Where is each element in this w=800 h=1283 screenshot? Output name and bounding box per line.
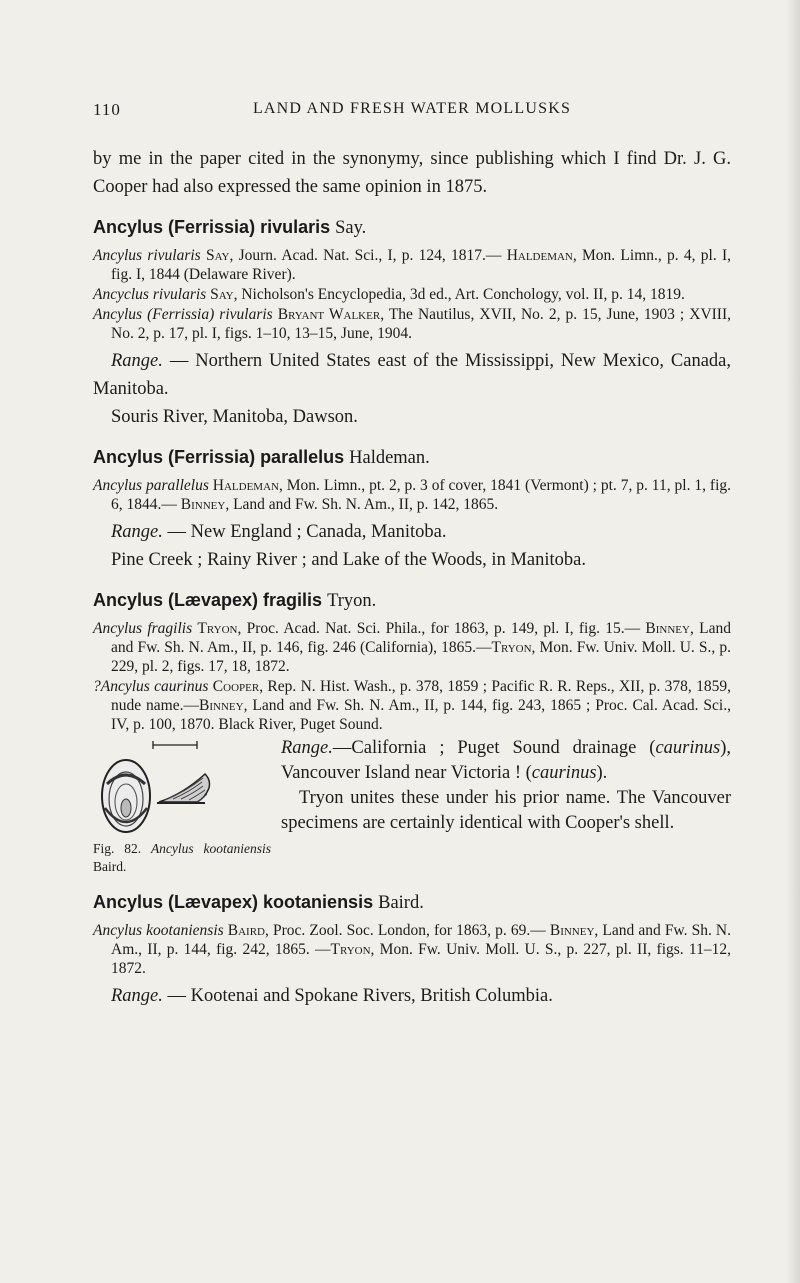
figure-author: Baird. bbox=[93, 859, 127, 874]
species-heading-kootaniensis bbox=[93, 890, 731, 915]
species-author: Say. bbox=[335, 218, 367, 238]
synonym-citation: , The Nautilus, XVII, No. 2, p. 15, June, 1903 ; XVIII, No. 2, p. 17, pl. I, figs. 1–10, 13–15, June, 1904. bbox=[111, 306, 731, 342]
synonym-author: Say bbox=[205, 247, 230, 264]
species-name: Ancylus (Ferrissia) parallelus bbox=[93, 447, 345, 467]
range-text: ). bbox=[596, 763, 608, 783]
synonym-subgenus: Ferrissia bbox=[152, 306, 210, 323]
synonym-entry bbox=[93, 285, 731, 304]
synonym-citation: , Mon. Fw. Univ. Moll. U. S., p. 229, pl. 2, figs. 17, 18, 1872. bbox=[111, 639, 731, 675]
synonym-author: Binney bbox=[199, 697, 244, 714]
species-author: Tryon. bbox=[327, 591, 377, 611]
range-italic-name: caurinus bbox=[655, 738, 721, 758]
synonym-citation: , Land and Fw. Sh. N. Am., II, p. 142, 1865. bbox=[225, 496, 499, 513]
synonym-name: Ancylus ( bbox=[93, 306, 153, 323]
range-extra: Souris River, Manitoba, Dawson. bbox=[111, 407, 358, 427]
synonym-citation: , Land and Fw. Sh. N. Am., II, p. 144, fig. 243, 1865 ; Proc. Cal. Acad. Sci., IV, p. 100, 1870. Black River, Puget Sound. bbox=[111, 697, 731, 733]
synonym-entry bbox=[93, 246, 731, 284]
synonym-entry bbox=[93, 677, 731, 734]
range-label: Range. bbox=[281, 738, 333, 758]
range-extra: Tryon unites these under his prior name. The Vancouver specimens are certainly identical with Cooper's shell. bbox=[281, 788, 731, 833]
synonym-citation: , Land and Fw. Sh. N. Am., II, p. 146, fig. 246 (California), 1865.— bbox=[111, 620, 731, 656]
synonym-citation: , Journ. Acad. Nat. Sci., I, p. 124, 1817.— bbox=[229, 247, 507, 264]
synonym-author: Tryon bbox=[491, 639, 532, 656]
synonym-name: Ancylus parallelus bbox=[93, 477, 209, 494]
intro-paragraph: by me in the paper cited in the synonymy, since publishing which I find Dr. J. G. Cooper had also expressed the same opinion in 1875. bbox=[93, 149, 731, 197]
synonym-author: Binney bbox=[645, 620, 690, 637]
synonym-author: Bryant Walker bbox=[277, 306, 381, 323]
species-heading-fragilis bbox=[93, 588, 731, 613]
synonym-citation: , Mon. Limn., pt. 2, p. 3 of cover, 1841 (Vermont) ; pt. 7, p. 11, pl. 1, fig. 6, 1844.— bbox=[111, 477, 732, 513]
synonym-author: Baird bbox=[227, 922, 265, 939]
figure-caption bbox=[93, 840, 271, 876]
species-name: Ancylus (Lævapex) fragilis bbox=[93, 590, 323, 610]
running-head bbox=[93, 100, 731, 124]
shell-dorsal-view bbox=[102, 760, 150, 832]
range-label: Range. bbox=[111, 522, 163, 542]
figure-species: Ancylus kootaniensis bbox=[150, 841, 271, 856]
synonym-author: Haldeman bbox=[212, 477, 279, 494]
synonym-citation: , Rep. N. Hist. Wash., p. 378, 1859 ; Pacific R. R. Reps., XII, p. 378, 1859, nude name.— bbox=[111, 678, 732, 714]
synonym-name: Ancylus kootaniensis bbox=[93, 922, 224, 939]
range-text: — Kootenai and Spokane Rivers, British Columbia. bbox=[162, 986, 553, 1006]
range-extra: Pine Creek ; Rainy River ; and Lake of the Woods, in Manitoba. bbox=[111, 550, 586, 570]
synonym-author: Binney bbox=[549, 922, 595, 939]
range-label: Range. bbox=[111, 986, 163, 1006]
synonym-entry bbox=[93, 921, 731, 978]
synonym-citation: , Land and Fw. Sh. N. Am., II, p. 144, fig. 242, 1865. — bbox=[111, 922, 732, 958]
synonym-citation: , Mon. Fw. Univ. Moll. U. S., p. 227, pl. II, figs. 11–12, 1872. bbox=[111, 941, 731, 977]
synonym-name: ) rivularis bbox=[209, 306, 273, 323]
range-text: —California ; Puget Sound drainage ( bbox=[332, 738, 656, 758]
synonym-author: Tryon bbox=[197, 620, 238, 637]
species-name: Ancylus (Ferrissia) rivularis bbox=[93, 217, 331, 237]
synonym-citation: , Proc. Acad. Nat. Sci. Phila., for 1863, p. 149, pl. I, fig. 15.— bbox=[237, 620, 646, 637]
synonym-citation: , Mon. Limn., p. 4, pl. I, fig. I, 1844 (Delaware River). bbox=[111, 247, 732, 283]
page-content bbox=[93, 145, 731, 1010]
synonym-name: Ancyclus rivularis bbox=[93, 286, 207, 303]
page-number: 110 bbox=[93, 100, 121, 119]
range-paragraph bbox=[93, 518, 731, 546]
species-heading-rivularis bbox=[93, 215, 731, 240]
range-paragraph bbox=[93, 982, 731, 1010]
range-italic-name: caurinus bbox=[531, 763, 597, 783]
synonym-author: Haldeman bbox=[506, 247, 573, 264]
range-text: — Northern United States east of the Mississippi, New Mexico, Canada, Manitoba. bbox=[93, 351, 731, 399]
synonym-author: Binney bbox=[180, 496, 226, 513]
synonym-name: Ancylus rivularis bbox=[93, 247, 201, 264]
range-paragraph bbox=[93, 347, 731, 403]
species-author: Baird. bbox=[378, 893, 424, 913]
synonym-author: Cooper bbox=[212, 678, 260, 695]
shell-lateral-view bbox=[157, 774, 210, 803]
species-heading-parallelus bbox=[93, 445, 731, 470]
synonym-name: Ancylus fragilis bbox=[93, 620, 193, 637]
range-text-block bbox=[281, 736, 731, 836]
running-title: LAND AND FRESH WATER MOLLUSKS bbox=[252, 100, 572, 117]
species-name: Ancylus (Lævapex) kootaniensis bbox=[93, 892, 374, 912]
synonym-name: ?Ancylus caurinus bbox=[93, 678, 209, 695]
synonym-author: Tryon bbox=[330, 941, 371, 958]
synonym-citation: , Nicholson's Encyclopedia, 3d ed., Art. Conchology, vol. II, p. 14, 1819. bbox=[233, 286, 685, 303]
page-edge-shadow bbox=[786, 0, 800, 1283]
range-paragraph bbox=[281, 736, 731, 786]
synonym-entry bbox=[93, 305, 731, 343]
range-label: Range. bbox=[111, 351, 163, 371]
synonym-entry bbox=[93, 619, 731, 676]
synonym-citation: , Proc. Zool. Soc. London, for 1863, p. 69.— bbox=[265, 922, 550, 939]
figure-block bbox=[93, 736, 731, 876]
synonym-entry bbox=[93, 476, 731, 514]
shell-figure bbox=[93, 736, 268, 846]
range-text: — New England ; Canada, Manitoba. bbox=[162, 522, 447, 542]
species-author: Haldeman. bbox=[349, 448, 430, 468]
range-text: ), Vancouver Island near Victoria ! ( bbox=[281, 738, 731, 783]
figure-label: Fig. 82. bbox=[93, 841, 151, 856]
synonym-author: Say bbox=[210, 286, 234, 303]
